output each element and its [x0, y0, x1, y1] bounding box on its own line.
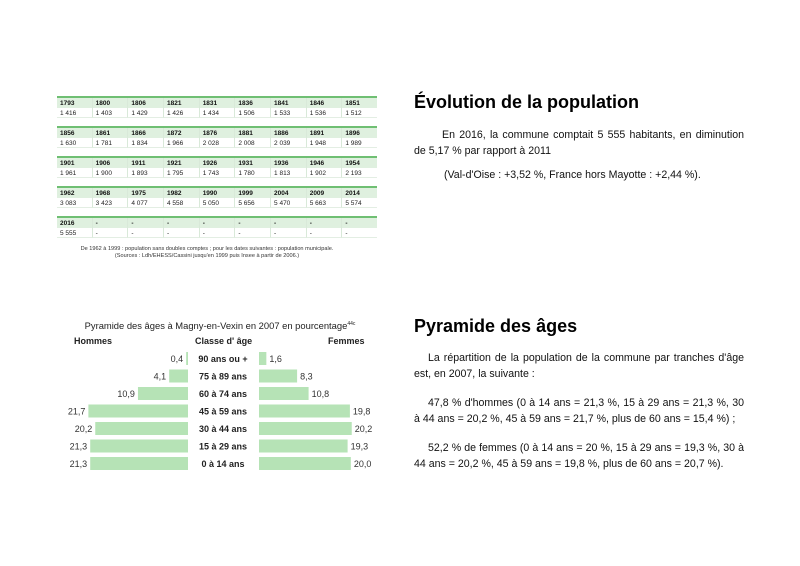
year-cell: 1866 — [128, 128, 164, 138]
year-cell: 1886 — [271, 128, 307, 138]
population-cell: 1 834 — [128, 138, 164, 148]
data-label-femmes: 19,8 — [352, 406, 371, 417]
year-cell: - — [307, 218, 343, 228]
year-cell: - — [93, 218, 129, 228]
population-cell: 5 050 — [200, 198, 236, 208]
population-cell: 5 663 — [307, 198, 343, 208]
year-cell: 1926 — [200, 158, 236, 168]
bar-hommes — [186, 352, 188, 365]
column-classe-age: Classe d' âge — [195, 336, 253, 346]
year-cell: 1856 — [57, 128, 93, 138]
table-note-line1: De 1962 à 1999 : population sans doubles comptes ; pour les dates suivantes : population municipale. — [80, 246, 334, 252]
data-label-femmes: 8,3 — [300, 371, 313, 382]
table-note-line2: (Sources : Ldh/EHESS/Cassini jusqu'en 1999 puis Insee à partir de 2006.) — [114, 253, 300, 259]
chart-title — [60, 320, 380, 331]
population-cell: 1 948 — [307, 138, 343, 148]
pyramide-men: 47,8 % d'hommes (0 à 14 ans = 21,3 %, 15 à 29 ans = 21,3 %, 30 à 44 ans = 20,2 %, 45 à 59 ans = 21,7 %, plus de 60 ans = 15,4 %) ; — [414, 397, 744, 425]
pyramide-intro: La répartition de la population de la commune par tranches d'âge est, en 2007, la suivante : — [414, 352, 744, 380]
evolution-comparison: (Val-d'Oise : +3,52 %, France hors Mayotte : +2,44 %). — [444, 169, 701, 181]
category-label: 90 ans ou + — [198, 354, 248, 364]
year-row — [57, 156, 377, 168]
population-cell: 1 512 — [342, 108, 377, 118]
population-cell: - — [307, 228, 343, 238]
bar-femmes — [259, 457, 351, 470]
pyramide-title: Pyramide des âges — [414, 316, 578, 336]
population-cell: 1 434 — [200, 108, 236, 118]
category-label: 30 à 44 ans — [198, 424, 248, 434]
table-note — [57, 246, 357, 260]
year-row — [57, 126, 377, 138]
pyramid-svg — [60, 348, 380, 472]
category-label: 45 à 59 ans — [198, 406, 248, 417]
year-cell: 1999 — [235, 188, 271, 198]
population-row — [57, 108, 377, 118]
year-cell: 1846 — [307, 98, 343, 108]
year-cell: - — [271, 218, 307, 228]
population-cell: 1 416 — [57, 108, 93, 118]
population-cell: - — [128, 228, 164, 238]
evolution-title: Évolution de la population — [414, 92, 639, 112]
population-cell: - — [164, 228, 200, 238]
population-cell: 1 533 — [271, 108, 307, 118]
bar-hommes — [90, 440, 188, 453]
population-cell: 4 558 — [164, 198, 200, 208]
data-label-hommes: 21,3 — [69, 441, 88, 452]
year-row — [57, 186, 377, 198]
data-label-hommes: 0,4 — [170, 354, 184, 364]
column-hommes: Hommes — [74, 336, 113, 346]
year-cell: 2009 — [307, 188, 343, 198]
year-cell: - — [200, 218, 236, 228]
year-cell: 1891 — [307, 128, 343, 138]
population-cell: 1 966 — [164, 138, 200, 148]
year-cell: 1946 — [307, 158, 343, 168]
chart-title-ref: 44c — [347, 320, 356, 327]
year-cell: - — [164, 218, 200, 228]
bar-femmes — [259, 370, 297, 383]
year-cell: 2016 — [57, 218, 93, 228]
year-cell: 1821 — [164, 98, 200, 108]
table-block — [57, 216, 377, 238]
population-cell: 1 426 — [164, 108, 200, 118]
population-cell: 1 506 — [235, 108, 271, 118]
population-cell: 1 536 — [307, 108, 343, 118]
year-cell: - — [128, 218, 164, 228]
population-cell: - — [93, 228, 129, 238]
year-cell: 1968 — [93, 188, 129, 198]
bar-hommes — [90, 457, 188, 470]
population-row — [57, 228, 377, 238]
column-femmes: Femmes — [328, 336, 365, 346]
population-cell: 1 961 — [57, 168, 93, 178]
population-cell: 2 028 — [200, 138, 236, 148]
data-label-femmes: 1,6 — [269, 354, 282, 364]
population-cell: - — [342, 228, 377, 238]
population-cell: 2 193 — [342, 168, 377, 178]
age-pyramid-chart — [60, 312, 380, 472]
population-cell: 5 470 — [271, 198, 307, 208]
population-cell: 1 795 — [164, 168, 200, 178]
population-row — [57, 168, 377, 178]
population-row — [57, 198, 377, 208]
year-row — [57, 96, 377, 108]
year-cell: 1982 — [164, 188, 200, 198]
data-label-hommes: 21,3 — [69, 459, 88, 469]
year-cell: 1800 — [93, 98, 129, 108]
year-cell: 1931 — [235, 158, 271, 168]
year-cell: 1876 — [200, 128, 236, 138]
population-cell: 4 077 — [128, 198, 164, 208]
category-label: 15 à 29 ans — [198, 441, 248, 452]
data-label-femmes: 20,0 — [353, 459, 372, 469]
year-cell: 1975 — [128, 188, 164, 198]
evolution-paragraph: En 2016, la commune comptait 5 555 habitants, en diminution de 5,17 % par rapport à 2011 — [414, 129, 744, 157]
data-label-femmes: 19,3 — [350, 441, 369, 452]
population-cell: 3 423 — [93, 198, 129, 208]
year-cell: 1936 — [271, 158, 307, 168]
data-label-femmes: 10,8 — [311, 389, 330, 399]
year-cell: - — [342, 218, 377, 228]
chart-title-text: Pyramide des âges à Magny-en-Vexin en 2007 en pourcentage — [84, 320, 348, 331]
table-block — [57, 156, 377, 178]
year-cell: 1831 — [200, 98, 236, 108]
year-cell: 1851 — [342, 98, 377, 108]
bar-hommes — [88, 405, 188, 418]
data-label-hommes: 21,7 — [67, 406, 86, 417]
population-cell: 1 743 — [200, 168, 236, 178]
population-cell: 5 656 — [235, 198, 271, 208]
year-cell: 1836 — [235, 98, 271, 108]
year-cell: 1872 — [164, 128, 200, 138]
year-cell: 1793 — [57, 98, 93, 108]
population-cell: - — [200, 228, 236, 238]
table-block — [57, 186, 377, 208]
table-block — [57, 96, 377, 118]
table-block — [57, 126, 377, 148]
population-cell: 1 813 — [271, 168, 307, 178]
population-cell: - — [271, 228, 307, 238]
year-cell: 1901 — [57, 158, 93, 168]
population-cell: 5 574 — [342, 198, 377, 208]
population-cell: 1 780 — [235, 168, 271, 178]
population-cell: 1 630 — [57, 138, 93, 148]
population-cell: 1 902 — [307, 168, 343, 178]
year-cell: 1911 — [128, 158, 164, 168]
population-cell: 2 008 — [235, 138, 271, 148]
year-cell: - — [235, 218, 271, 228]
category-label: 0 à 14 ans — [201, 459, 245, 469]
year-cell: 2014 — [342, 188, 377, 198]
population-cell: 5 555 — [57, 228, 93, 238]
population-cell: 2 039 — [271, 138, 307, 148]
data-label-hommes: 4,1 — [153, 371, 167, 382]
category-label: 60 à 74 ans — [198, 389, 248, 399]
category-label: 75 à 89 ans — [198, 371, 248, 382]
population-row — [57, 138, 377, 148]
year-cell: 1806 — [128, 98, 164, 108]
bar-femmes — [259, 352, 266, 365]
population-cell: 1 893 — [128, 168, 164, 178]
year-cell: 2004 — [271, 188, 307, 198]
bar-femmes — [259, 387, 309, 400]
year-cell: 1841 — [271, 98, 307, 108]
year-cell: 1906 — [93, 158, 129, 168]
year-cell: 1881 — [235, 128, 271, 138]
population-cell: 1 403 — [93, 108, 129, 118]
data-label-hommes: 10,9 — [117, 389, 135, 399]
bar-femmes — [259, 422, 352, 435]
year-cell: 1896 — [342, 128, 377, 138]
year-cell: 1921 — [164, 158, 200, 168]
year-cell: 1990 — [200, 188, 236, 198]
bar-hommes — [138, 387, 188, 400]
population-cell: 1 900 — [93, 168, 129, 178]
population-cell: 3 083 — [57, 198, 93, 208]
data-label-hommes: 20,2 — [74, 424, 93, 434]
year-cell: 1962 — [57, 188, 93, 198]
year-row — [57, 216, 377, 228]
population-table — [57, 96, 377, 260]
data-label-femmes: 20,2 — [354, 424, 373, 434]
population-cell: 1 781 — [93, 138, 129, 148]
bar-femmes — [259, 405, 350, 418]
population-cell: - — [235, 228, 271, 238]
year-cell: 1861 — [93, 128, 129, 138]
population-cell: 1 429 — [128, 108, 164, 118]
bar-hommes — [95, 422, 188, 435]
population-cell: 1 989 — [342, 138, 377, 148]
bar-femmes — [259, 440, 348, 453]
pyramide-women: 52,2 % de femmes (0 à 14 ans = 20 %, 15 à 29 ans = 19,3 %, 30 à 44 ans = 20,2 %, 45 à 59 ans = 19,8 %, plus de 60 ans = 20,7 %). — [414, 442, 744, 470]
year-cell: 1954 — [342, 158, 377, 168]
bar-hommes — [169, 370, 188, 383]
